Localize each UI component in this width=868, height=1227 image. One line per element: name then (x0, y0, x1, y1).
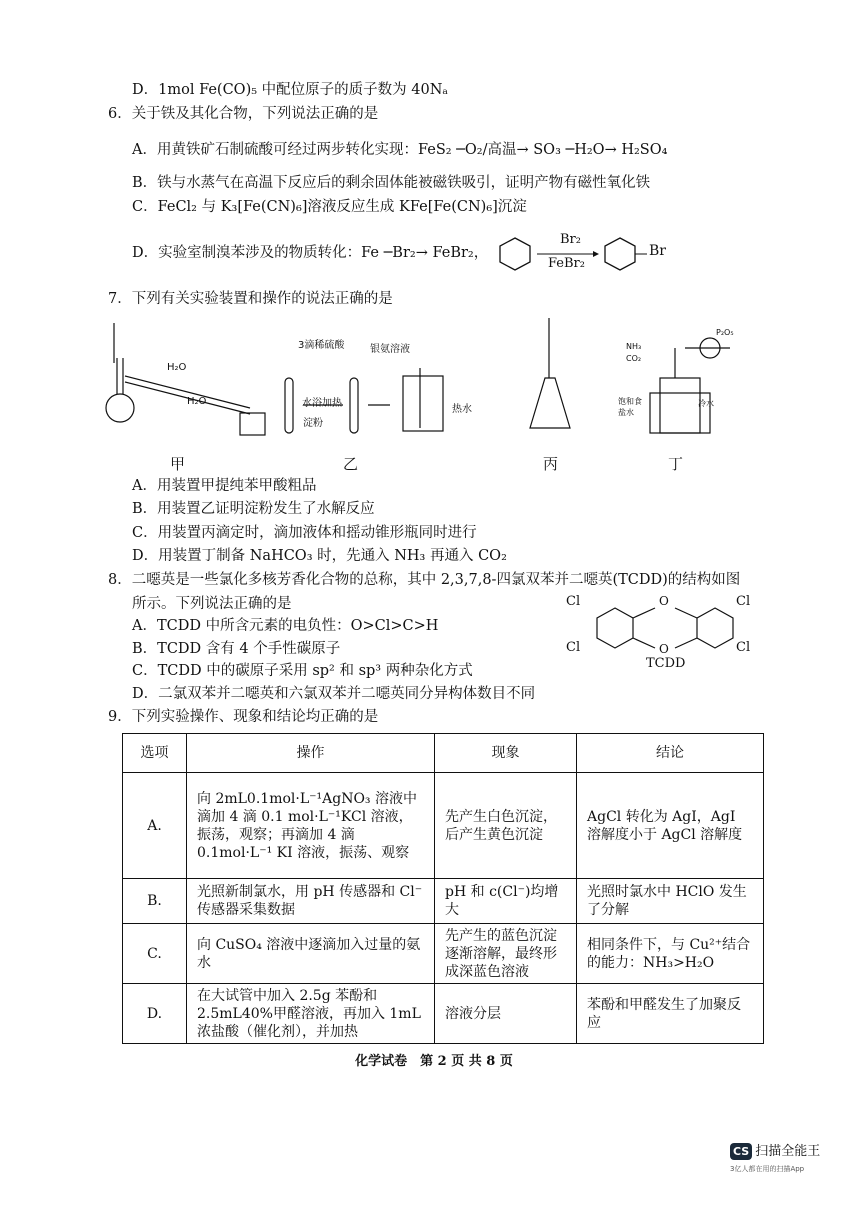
label-h2o-bottom: H₂O (187, 396, 207, 407)
cell: 在大试管中加入 2.5g 苯酚和 2.5mL40%甲醛溶液，再加入 1mL 浓盐酸（催化剂），并加热 (187, 984, 435, 1044)
cell: 向 CuSO₄ 溶液中逐滴加入过量的氨水 (187, 924, 435, 984)
label-yi: 乙 (343, 455, 359, 473)
cell: 光照时氯水中 HClO 发生了分解 (577, 879, 764, 924)
label-brine: 饱和食盐水 (618, 397, 642, 417)
label-cold-water: 冷水 (698, 399, 714, 408)
cell: 光照新制氯水，用 pH 传感器和 Cl⁻ 传感器采集数据 (187, 879, 435, 924)
q7-option-c: C．用装置丙滴定时，滴加液体和摇动锥形瓶同时进行 (132, 525, 477, 541)
cell: 向 2mL0.1mol·L⁻¹AgNO₃ 溶液中滴加 4 滴 0.1 mol·L⁻¹KCl 溶液，振荡，观察；再滴加 4 滴 0.1mol·L⁻¹ KI 溶液，振荡、观察 (187, 773, 435, 879)
label-jia: 甲 (170, 455, 186, 473)
watermark-brand: 扫描全能王 (755, 1144, 821, 1159)
header-operation: 操作 (187, 734, 435, 773)
header-phenomenon: 现象 (435, 734, 577, 773)
q8-option-c: C．TCDD 中的碳原子采用 sp² 和 sp³ 两种杂化方式 (132, 663, 473, 679)
cell: D. (123, 984, 187, 1044)
cl-label-2: Cl (736, 594, 751, 609)
q6-stem: 6．关于铁及其化合物，下列说法正确的是 (108, 106, 379, 122)
q6-option-a: A．用黄铁矿石制硫酸可经过两步转化实现：FeS₂ ─O₂/高温→ SO₃ ─H₂O→ H₂SO₄ (132, 142, 668, 158)
watermark-tagline: 3亿人都在用的扫描App (730, 1165, 805, 1173)
cell: 先产生的蓝色沉淀逐渐溶解，最终形成深蓝色溶液 (435, 924, 577, 984)
label-starch: 淀粉 (303, 418, 323, 429)
label-acid: 3滴稀硫酸 (298, 340, 345, 351)
br-label: Br (649, 243, 666, 259)
q8-option-d: D．二氯双苯并二噁英和六氯双苯并二噁英同分异构体数目不同 (132, 686, 536, 702)
bromobenzene-reaction (495, 228, 675, 278)
camscanner-watermark (730, 1140, 820, 1174)
label-hot-water: 热水 (452, 404, 472, 415)
label-h2o-top: H₂O (167, 362, 187, 373)
cell: 苯酚和甲醛发生了加聚反应 (577, 984, 764, 1044)
cs-logo-icon: CS (730, 1143, 752, 1160)
catalyst-top: Br₂ (560, 232, 581, 247)
table-header (123, 734, 764, 773)
table-row (123, 879, 764, 924)
q6-option-d: D．实验室制溴苯涉及的物质转化：Fe ─Br₂→ FeBr₂， (132, 245, 489, 261)
cl-label-3: Cl (566, 640, 581, 655)
q7-stem: 7．下列有关实验装置和操作的说法正确的是 (108, 291, 393, 307)
q9-stem: 9．下列实验操作、现象和结论均正确的是 (108, 709, 379, 725)
label-silver: 银氨溶液 (370, 344, 410, 355)
o-label-1: O (659, 594, 669, 608)
q8-option-b: B．TCDD 含有 4 个手性碳原子 (132, 641, 341, 657)
page-footer: 化学试卷 第 2 页 共 8 页 (355, 1054, 513, 1069)
tcdd-name: TCDD (646, 656, 686, 671)
cell: B. (123, 879, 187, 924)
label-bing: 丙 (543, 455, 559, 473)
cell: pH 和 c(Cl⁻)均增大 (435, 879, 577, 924)
label-co2: CO₂ (626, 354, 642, 363)
q9-table (122, 733, 764, 1044)
cell: 相同条件下，与 Cu²⁺结合的能力：NH₃>H₂O (577, 924, 764, 984)
q8-option-a: A．TCDD 中所含元素的电负性：O>Cl>C>H (132, 618, 439, 634)
q7-option-a: A．用装置甲提纯苯甲酸粗品 (132, 478, 317, 494)
q8-stem: 8．二噁英是一些氯化多核芳香化合物的总称，其中 2,3,7,8-四氯双苯并二噁英(TCDD)的结构如图 (108, 572, 741, 588)
header-option: 选项 (123, 734, 187, 773)
apparatus-figures (100, 318, 800, 448)
cell: 先产生白色沉淀，后产生黄色沉淀 (435, 773, 577, 879)
o-label-2: O (659, 642, 669, 656)
table-row (123, 984, 764, 1044)
header-conclusion: 结论 (577, 734, 764, 773)
cl-label-4: Cl (736, 640, 751, 655)
label-ding: 丁 (668, 455, 684, 473)
q5-option-d: D．1mol Fe(CO)₅ 中配位原子的质子数为 40Nₐ (132, 82, 448, 98)
cell: AgCl 转化为 AgI，AgI 溶解度小于 AgCl 溶解度 (577, 773, 764, 879)
label-p2o5: P₂O₅ (716, 328, 734, 337)
q6-option-b: B．铁与水蒸气在高温下反应后的剩余固体能被磁铁吸引，证明产物有磁性氧化铁 (132, 175, 651, 191)
q8-stem-cont: 所示。下列说法正确的是 (132, 596, 292, 612)
cell: 溶液分层 (435, 984, 577, 1044)
cell: C. (123, 924, 187, 984)
cell: A. (123, 773, 187, 879)
catalyst-bottom: FeBr₂ (548, 256, 585, 271)
q7-option-d: D．用装置丁制备 NaHCO₃ 时，先通入 NH₃ 再通入 CO₂ (132, 548, 507, 564)
q7-option-b: B．用装置乙证明淀粉发生了水解反应 (132, 501, 375, 517)
label-bath: 水浴加热 (302, 398, 342, 409)
table-row (123, 924, 764, 984)
label-nh3: NH₃ (626, 342, 642, 351)
cl-label-1: Cl (566, 594, 581, 609)
table-row (123, 773, 764, 879)
q6-option-c: C．FeCl₂ 与 K₃[Fe(CN)₆]溶液反应生成 KFe[Fe(CN)₆]沉淀 (132, 199, 527, 215)
